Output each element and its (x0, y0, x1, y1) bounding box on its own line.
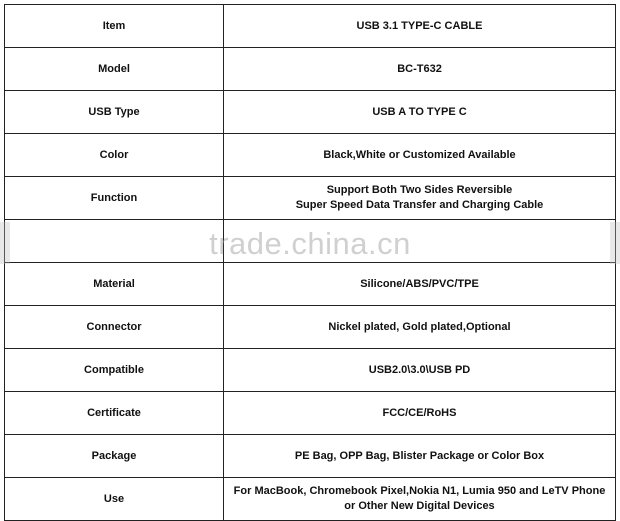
table-row (5, 177, 616, 220)
row-key-use: Use (5, 478, 224, 521)
row-key-model: Model (5, 48, 224, 91)
table-row (5, 435, 616, 478)
function-line-2: Super Speed Data Transfer and Charging Cable (295, 199, 544, 211)
row-value-item: USB 3.1 TYPE-C CABLE (224, 5, 616, 48)
table-row (5, 306, 616, 349)
row-value-model: BC-T632 (224, 48, 616, 91)
row-value-blank (224, 220, 616, 263)
watermark: trade.china.cn (209, 226, 411, 261)
row-key-usb-type: USB Type (5, 91, 224, 134)
row-value-color: Black,White or Customized Available (224, 134, 616, 177)
row-key-connector: Connector (5, 306, 224, 349)
row-key-color: Color (5, 134, 224, 177)
row-key-function: Function (5, 177, 224, 220)
table-row (5, 263, 616, 306)
row-key-item: Item (5, 5, 224, 48)
row-key-package: Package (5, 435, 224, 478)
row-key-compatible: Compatible (5, 349, 224, 392)
row-value-use (224, 478, 616, 521)
use-line-1: For MacBook, Chromebook Pixel,Nokia N1, Lumia 950 and LeTV Phone (233, 485, 606, 497)
table-row (5, 349, 616, 392)
row-key-material: Material (5, 263, 224, 306)
table-row (5, 5, 616, 48)
row-value-package: PE Bag, OPP Bag, Blister Package or Color Box (224, 435, 616, 478)
table-row-blank (5, 220, 616, 263)
table-row (5, 478, 616, 521)
row-value-material: Silicone/ABS/PVC/TPE (224, 263, 616, 306)
row-value-function (224, 177, 616, 220)
use-line-2: or Other New Digital Devices (344, 500, 495, 512)
table-row (5, 392, 616, 435)
table-row (5, 48, 616, 91)
row-value-compatible: USB2.0\3.0\USB PD (224, 349, 616, 392)
row-value-certificate: FCC/CE/RoHS (224, 392, 616, 435)
row-value-connector: Nickel plated, Gold plated,Optional (224, 306, 616, 349)
spec-table (4, 4, 616, 521)
row-key-certificate: Certificate (5, 392, 224, 435)
row-value-usb-type: USB A TO TYPE C (224, 91, 616, 134)
function-line-1: Support Both Two Sides Reversible (326, 184, 513, 196)
row-key-blank (5, 220, 224, 263)
table-row (5, 134, 616, 177)
table-row (5, 91, 616, 134)
